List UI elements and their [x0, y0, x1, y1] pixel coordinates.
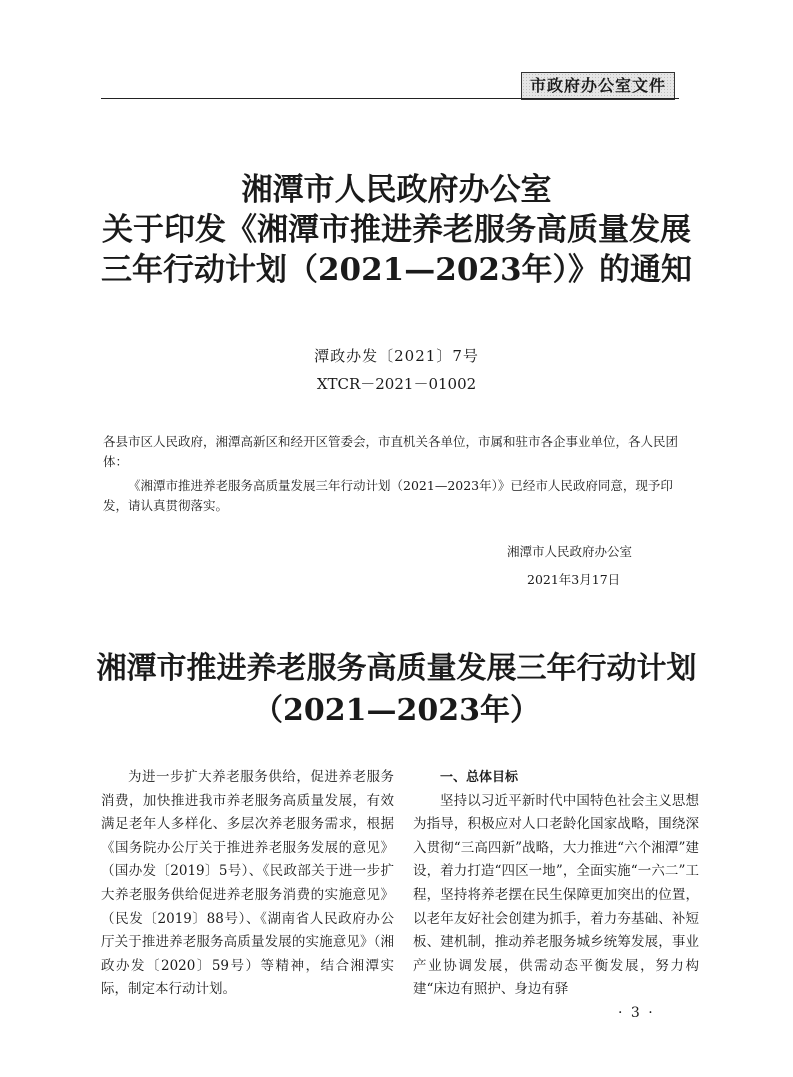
- section-1-heading: 一、总体目标: [440, 770, 519, 785]
- page-number: · 3 ·: [618, 1005, 655, 1021]
- notice-date: 2021年3月17日: [527, 572, 621, 587]
- notice-addressee: 各县市区人民政府，湘潭高新区和经开区管委会，市直机关各单位，市属和驻市各企事业单位，各人民团体：: [103, 434, 679, 469]
- plan-title-line-1: 湘潭市推进养老服务高质量发展三年行动计划: [96, 651, 697, 686]
- plan-title: [60, 648, 733, 732]
- plan-intro-paragraph: 为进一步扩大养老服务供给，促进养老服务消费，加快推进我市养老服务高质量发展，有效满足老年人多样化、多层次养老服务需求，根据《国务院办公厅关于推进养老服务发展的意见》（国办发〔2019〕5号）、《民政部关于进一步扩大养老服务供给促进养老服务消费的实施意见》（民发〔2019〕88号）、《湖南省人民政府办公厅关于推进养老服务高质量发展的实施意见》（湘政办发〔2020〕59号）等精神，结合湘潭实际，制定本行动计划。: [101, 769, 394, 998]
- notice-title-line-3: 三年行动计划（2021—2023年）》的通知: [100, 252, 693, 288]
- plan-title-line-2: （2021—2023年）: [253, 693, 540, 728]
- notice-title: [60, 170, 733, 290]
- document-code: XTCR－2021－01002: [316, 375, 477, 393]
- plan-right-column: [413, 766, 699, 1002]
- notice-body: 《湘潭市推进养老服务高质量发展三年行动计划（2021—2023年）》已经市人民政府同意，现予印发，请认真贯彻落实。: [103, 478, 673, 513]
- notice-signer: 湘潭市人民政府办公室: [507, 544, 633, 559]
- notice-title-line-1: 湘潭市人民政府办公室: [241, 172, 552, 208]
- notice-title-line-2: 关于印发《湘潭市推进养老服务高质量发展: [102, 212, 691, 248]
- document-number: 潭政办发〔2021〕7号: [314, 347, 479, 365]
- section-1-paragraph: 坚持以习近平新时代中国特色社会主义思想为指导，积极应对人口老龄化国家战略，围绕深入贯彻“三高四新”战略，大力推进“六个湘潭”建设，着力打造“四区一地”，全面实施“一六二”工程，坚持将养老摆在民生保障更加突出的位置，以老年友好社会创建为抓手，着力夯基础、补短板、建机制，推动养老服务城乡统筹发展，事业产业协调发展，供需动态平衡发展，努力构建“床边有照护、身边有驿: [413, 792, 699, 998]
- header-rule: [101, 98, 679, 99]
- header-section-tag: 市政府办公室文件: [521, 72, 675, 100]
- plan-left-column: [101, 766, 394, 1002]
